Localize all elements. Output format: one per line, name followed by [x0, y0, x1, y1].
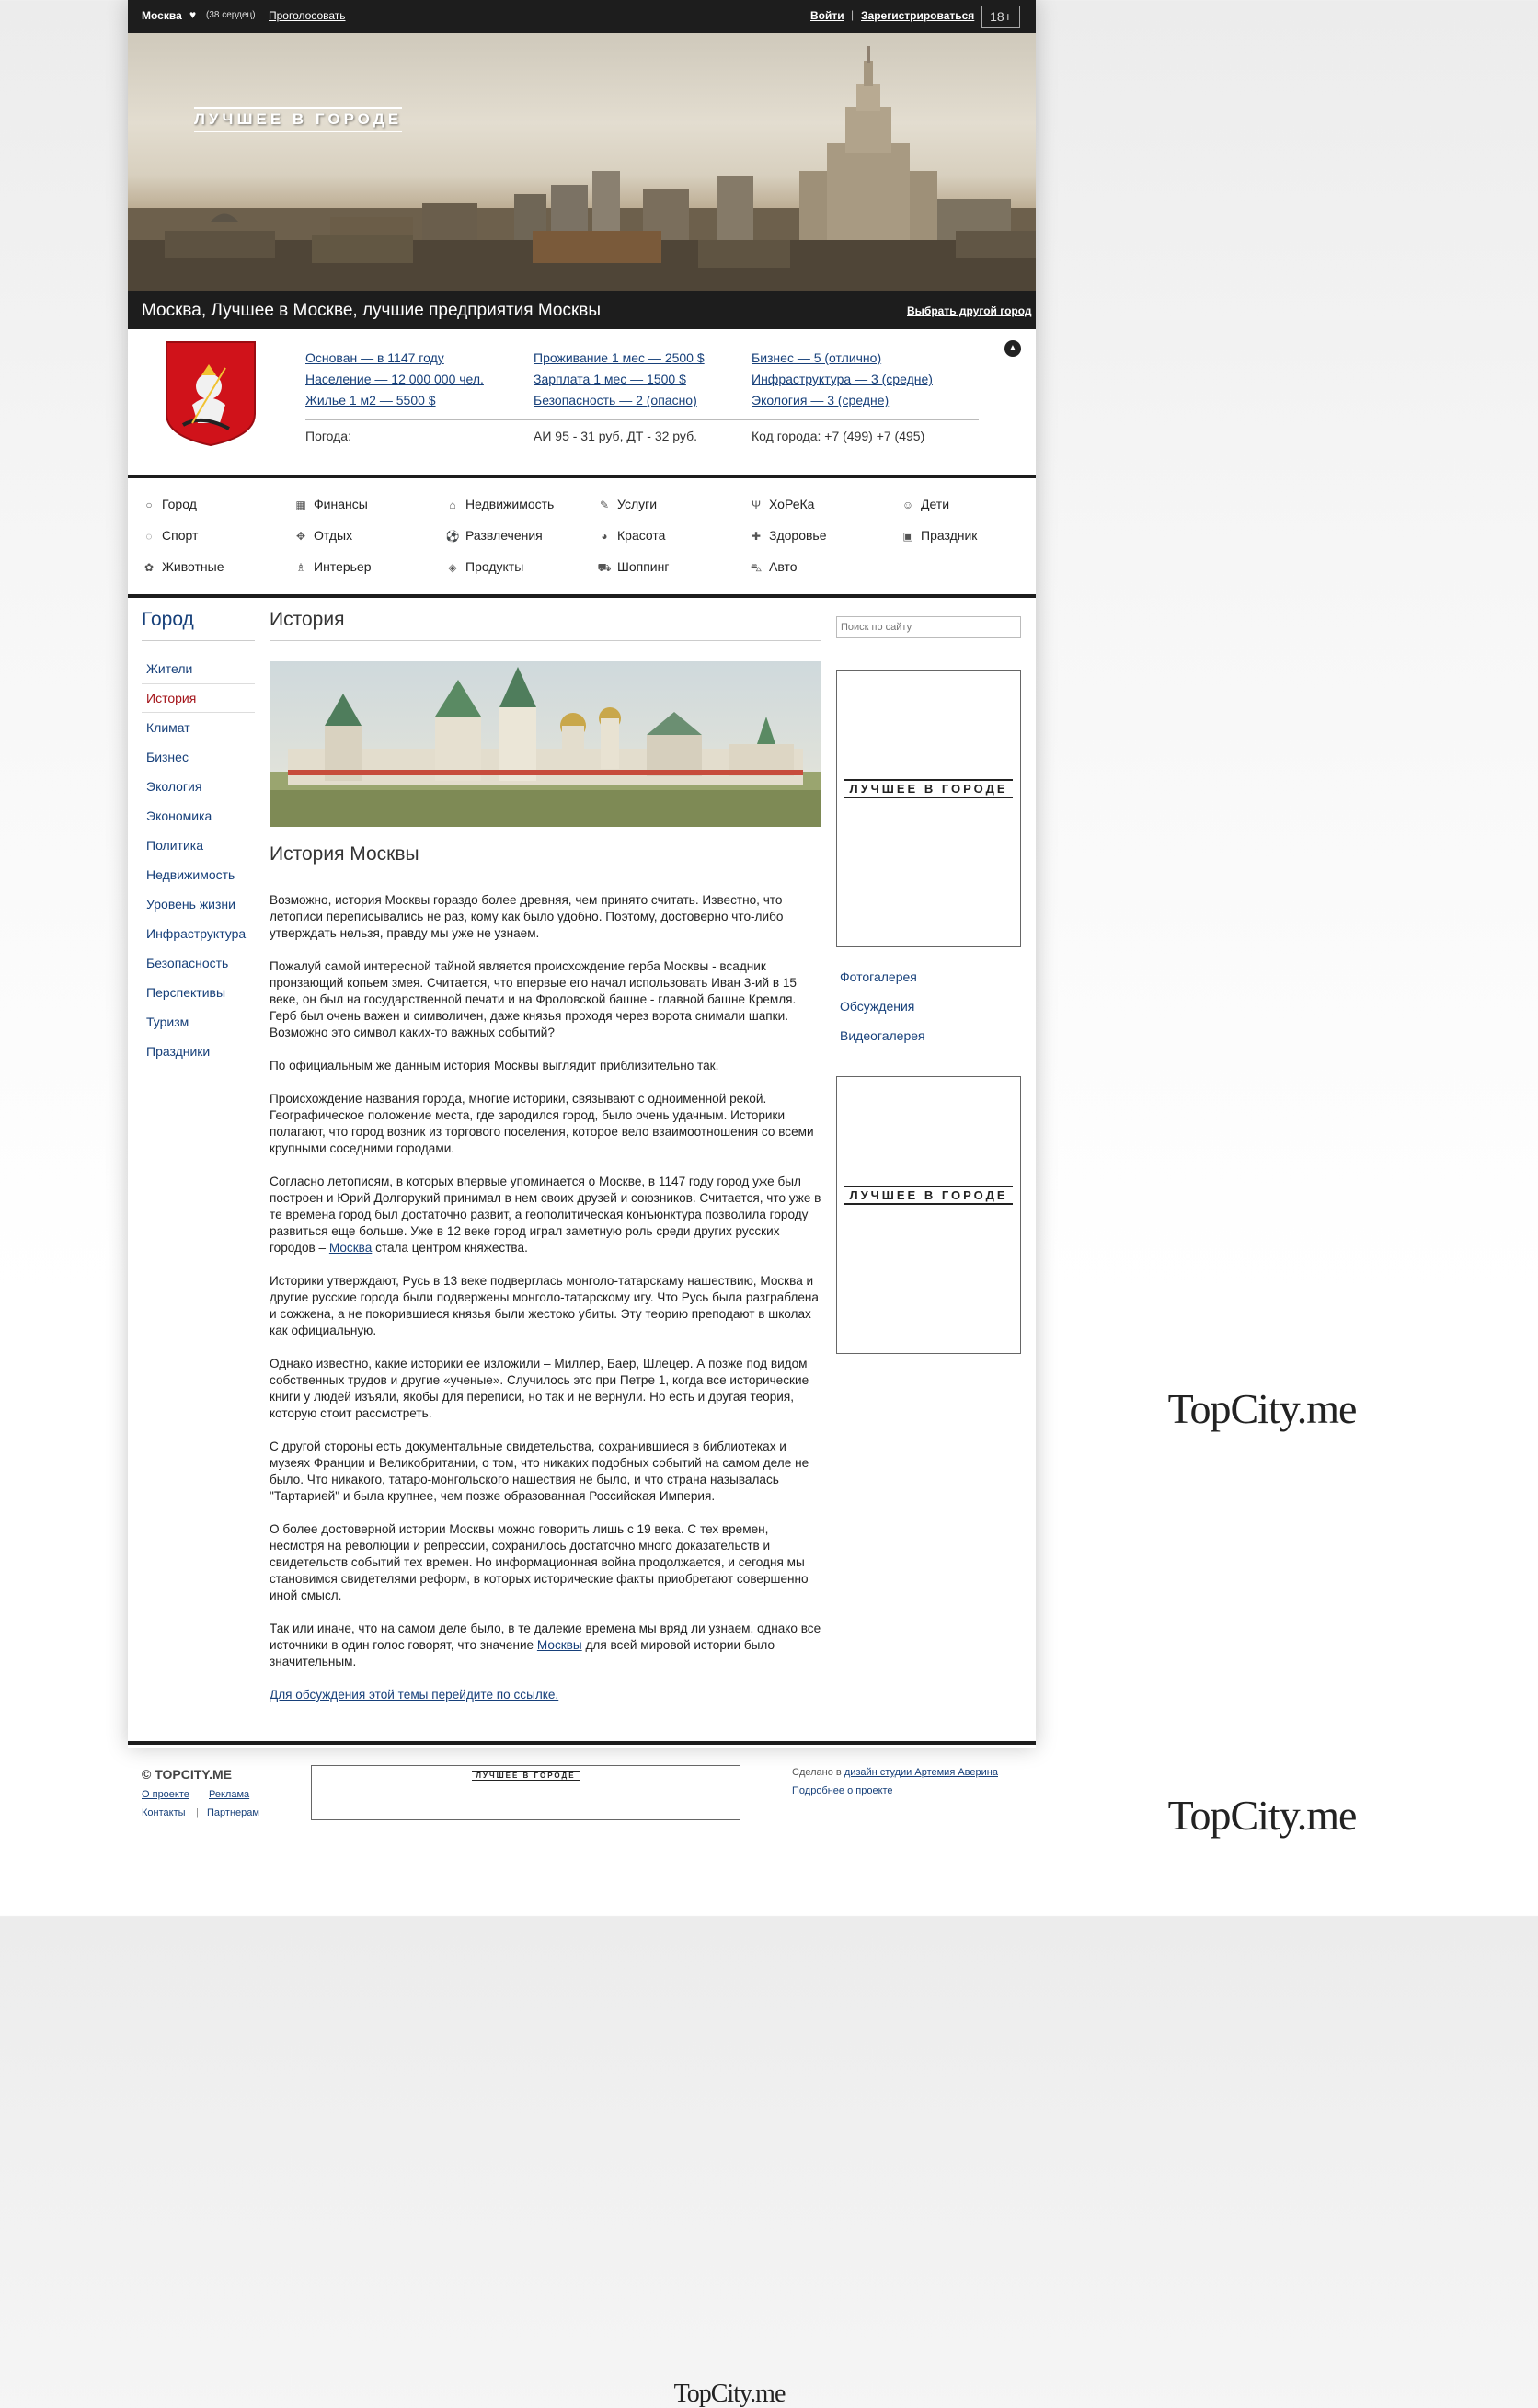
heart-icon: ♥ [189, 8, 197, 21]
category-gamepad[interactable] [293, 528, 352, 543]
cart-icon: ⛟ [597, 561, 612, 574]
paragraph: О более достоверной истории Москвы можно говорить лишь с 19 века. С тех времен, несмотря на революции и репрессии, сохранилось достаточно много доказательств и свидетельств событий тех времен. Но информационная война продолжается, и сегодня мы становимся свидетелями реформ, в которых исторические факты приобретают совершенно иной смысл. [270, 1522, 809, 1602]
category-label: Продукты [465, 559, 524, 574]
info-business[interactable]: Бизнес — 5 (отлично) [752, 350, 882, 365]
section-nav-item[interactable]: Недвижимость [146, 867, 235, 882]
paragraph: Историки утверждают, Русь в 13 веке подверглась монголо-татарскаму нашествию, Москва и другие русские города были подвержены монголо-татарскому игу. Что Русь была разграблена и сожжена, а не покорившиеся князья были жестоко убиты. Эту теорию преподают в школах как официальную. [270, 1274, 819, 1337]
about-link[interactable]: О проекте [142, 1789, 189, 1800]
paragraph: С другой стороны есть документальные свидетельства, сохранившиеся в библиотеках и музеях Франции и Великобритании, о том, что никаких подобных событий на самом деле не было. Что никакого, татаро-монгольского нашествия не было, и что страна называлась "Тартарией" и была крупнее, чем позже образованная Российская Империя. [270, 1439, 809, 1503]
section-nav-item[interactable]: Экономика [146, 808, 212, 823]
coat-of-arms-icon [165, 340, 257, 447]
chevron-up-icon[interactable]: ▲ [1004, 340, 1021, 357]
phone-code: Код города: +7 (499) +7 (495) [752, 429, 925, 443]
paragraph: Согласно летописям, в которых впервые упоминается о Москве, в 1147 году город уже был построен и Юрий Долгорукий принимал в нем своих друзей и союзников. Считается, что уже в те времена город был достаточно развит, а геополитическая конъюнктура позволила городу развиться еще больше. Уже в 12 веке город играл заметную роль среди других русских городов – Москва стала центром княжества. [270, 1175, 821, 1255]
paragraph: Однако известно, какие историки ее изложили – Миллер, Баер, Шлецер. А позже под видом собственных трудов и другие «ученые». Случилось это при Петре 1, когда все исторические книги у людей изъяли, якобы для переписи, но так и не вернули. Но есть и другая теория, которую стоит рассмотреть. [270, 1357, 809, 1420]
hearts-count: (38 сердец) [206, 10, 256, 20]
info-housing[interactable]: Жилье 1 м2 — 5500 $ [305, 393, 436, 407]
fuel-prices: АИ 95 - 31 руб, ДТ - 32 руб. [534, 429, 697, 443]
banner-title-bar [128, 291, 1036, 329]
section-nav-heading[interactable]: Город [142, 609, 255, 641]
section-nav-item[interactable]: Уровень жизни [146, 897, 235, 912]
partners-link[interactable]: Партнерам [207, 1807, 259, 1818]
category-house[interactable] [445, 497, 554, 511]
child-icon: ☺ [901, 499, 914, 511]
discussion-link[interactable]: Для обсуждения этой темы перейдите по ссылке. [270, 1688, 559, 1702]
age-badge: 18+ [981, 6, 1020, 28]
box-icon: ◈ [448, 561, 457, 574]
category-label: Красота [617, 528, 666, 543]
section-nav-item[interactable]: Бизнес [146, 750, 189, 764]
video-gallery-link[interactable]: Видеогалерея [840, 1028, 925, 1043]
info-column-2 [534, 348, 705, 411]
studio-link[interactable]: дизайн студии Артемия Аверина [844, 1767, 998, 1778]
house-icon: ⌂ [449, 499, 456, 511]
kremlin-painting-image [270, 661, 821, 827]
vote-link[interactable]: Проголосовать [269, 9, 346, 22]
section-nav-item[interactable]: Экология [146, 779, 202, 794]
login-link[interactable]: Войти [810, 9, 844, 22]
category-label: Животные [162, 559, 224, 574]
discussions-link[interactable]: Обсуждения [840, 999, 915, 1014]
paragraph: Происхождение названия города, многие историки, связывают с одноименной рекой. Географическое положение места, где зародился город, было очень удачным. Историки полагают, что город возник из торгового поселения, которое вело взаимоотношения со всеми крупными соседними городами. [270, 1092, 814, 1155]
category-label: Финансы [314, 497, 368, 511]
category-label: Дети [921, 497, 950, 511]
paw-icon: ✿ [143, 561, 155, 574]
category-label: Город [162, 497, 197, 511]
category-label: Праздник [921, 528, 978, 543]
city-banner [128, 33, 1036, 291]
fork-knife-icon: Ψ [751, 499, 762, 511]
category-cart[interactable] [597, 559, 669, 576]
info-column-3 [752, 348, 933, 411]
section-nav-item[interactable]: История [142, 683, 255, 713]
info-infrastructure[interactable]: Инфраструктура — 3 (средне) [752, 372, 933, 386]
category-football[interactable] [445, 528, 543, 543]
category-label: ХоРеКа [769, 497, 815, 511]
gallery-links [836, 969, 1021, 1058]
category-label: Развлечения [465, 528, 543, 543]
current-city: Москва [142, 9, 182, 22]
info-population[interactable]: Население — 12 000 000 чел. [305, 372, 484, 386]
category-child[interactable] [901, 497, 949, 511]
ad-logo: TopCity.me ЛУЧШЕЕ В ГОРОДЕ [844, 779, 1013, 798]
category-label: Спорт [162, 528, 199, 543]
cross-icon: ✚ [751, 530, 762, 543]
register-link[interactable]: Зарегистрироваться [861, 9, 975, 22]
info-salary[interactable]: Зарплата 1 мес — 1500 $ [534, 372, 686, 386]
category-nav [128, 475, 1036, 598]
divider [305, 419, 979, 420]
section-nav-list [142, 654, 255, 1066]
section-nav [142, 609, 255, 1066]
category-label: Здоровье [769, 528, 827, 543]
ball-icon: ◌ [145, 530, 153, 543]
gamepad-icon: ✥ [295, 530, 306, 543]
separator: | [851, 8, 855, 21]
copyright: © TOPCITY.ME [142, 1767, 232, 1782]
paragraph: Так или иначе, что на самом деле было, в те далекие времена мы вряд ли узнаем, однако все источники в один голос говорят, что значение Москвы для всей мировой истории было значительным. [270, 1622, 821, 1668]
category-calendar[interactable] [901, 528, 977, 543]
made-by: Сделано в дизайн студии Артемия Аверина [792, 1767, 998, 1778]
footer: © TOPCITY.ME О проекте | Реклама Контакты | Партнерам TopCity.me ЛУЧШЕЕ В ГОРОДЕ Сделано в дизайн студии Артемия Аверина Подробнее о проекте [128, 1741, 1036, 1833]
section-nav-item[interactable]: Жители [146, 661, 193, 676]
category-lips[interactable] [597, 528, 665, 543]
main-content [270, 609, 821, 1720]
category-label: Интерьер [314, 559, 372, 574]
section-nav-item[interactable]: Политика [146, 838, 203, 853]
article-heading: История [270, 609, 821, 641]
category-cross[interactable] [749, 528, 827, 543]
category-tools[interactable] [597, 497, 657, 511]
circle-icon: ○ [145, 499, 153, 511]
section-nav-item[interactable]: Климат [146, 720, 190, 735]
article-subheading: История Москвы [270, 843, 821, 877]
ads-link[interactable]: Реклама [209, 1789, 250, 1800]
paragraph: Пожалуй самой интересной тайной является происхождение герба Москвы - всадник пронзающий копьем змея. Считается, что впервые его начал использовать Иван 3-ий в 15 веке, он был на государственной печати и на Фроловской башне - главной башне Кремля. Герб был очень важен и символичен, даже князья проходя через ворота снимали шапки. Возможно это символ каких-то важных событий? [270, 959, 797, 1039]
contacts-link[interactable]: Контакты [142, 1807, 186, 1818]
section-nav-item[interactable]: Перспективы [146, 985, 226, 1000]
tools-icon: ✎ [599, 499, 610, 511]
category-paw[interactable] [142, 559, 224, 574]
info-safety[interactable]: Безопасность — 2 (опасно) [534, 393, 697, 407]
category-label: Недвижимость [465, 497, 555, 511]
top-bar [128, 0, 1036, 33]
category-label: Авто [769, 559, 798, 574]
info-ecology[interactable]: Экология — 3 (средне) [752, 393, 890, 407]
category-label: Услуги [617, 497, 658, 511]
page-title: Москва, Лучшее в Москве, лучшие предприятия Москвы [142, 301, 602, 320]
category-box[interactable] [445, 559, 523, 574]
city-info-panel [128, 329, 1036, 476]
lamp-icon: ♗ [295, 561, 306, 574]
change-city-link[interactable]: Выбрать другой город [907, 304, 1032, 317]
category-lamp[interactable] [293, 559, 372, 574]
lips-icon: ◕ [601, 530, 608, 543]
photo-gallery-link[interactable]: Фотогалерея [840, 969, 917, 984]
info-living-cost[interactable]: Проживание 1 мес — 2500 $ [534, 350, 705, 365]
more-about-link[interactable]: Подробнее о проекте [792, 1785, 893, 1796]
category-car[interactable] [749, 559, 798, 576]
weather-label: Погода: [305, 429, 351, 443]
section-nav-item[interactable]: Безопасность [146, 956, 229, 970]
info-founded[interactable]: Основан — в 1147 году [305, 350, 444, 365]
section-nav-item[interactable]: Праздники [146, 1044, 211, 1059]
category-ball[interactable] [142, 528, 198, 543]
football-icon: ⚽ [445, 530, 460, 543]
paragraph: Возможно, история Москвы гораздо более древняя, чем принято считать. Известно, что летописи переписывались не раз, кому как было удобно. Поэтому, достоверно что-либо утверждать нельзя, правду мы уже не узнаем. [270, 893, 784, 940]
section-nav-item[interactable]: Инфраструктура [146, 926, 247, 941]
car-icon: ⛍ [750, 561, 763, 574]
category-circle[interactable] [142, 497, 197, 511]
coins-icon: ▦ [295, 499, 306, 511]
category-coins[interactable] [293, 497, 368, 511]
category-fork-knife[interactable] [749, 497, 814, 511]
search-input[interactable] [836, 616, 1021, 638]
site-logo[interactable]: ЛУЧШЕЕ В ГОРОДЕ [194, 105, 402, 132]
category-label: Шоппинг [617, 559, 670, 574]
moscow-link[interactable]: Москвы [536, 1638, 582, 1652]
section-nav-item[interactable]: Туризм [146, 1015, 189, 1029]
article-body [270, 892, 821, 1703]
paragraph: По официальным же данным история Москвы выглядит приблизительно так. [270, 1059, 719, 1072]
footer-logo[interactable]: TopCity.me ЛУЧШЕЕ В ГОРОДЕ [311, 1765, 740, 1820]
skyline-image [128, 33, 1036, 291]
moscow-link[interactable]: Москва [328, 1241, 373, 1255]
category-label: Отдых [314, 528, 353, 543]
page [128, 0, 1357, 2408]
info-column-1 [305, 348, 484, 411]
calendar-icon: ▣ [902, 530, 913, 543]
ad-logo: TopCity.me ЛУЧШЕЕ В ГОРОДЕ [844, 1186, 1013, 1205]
